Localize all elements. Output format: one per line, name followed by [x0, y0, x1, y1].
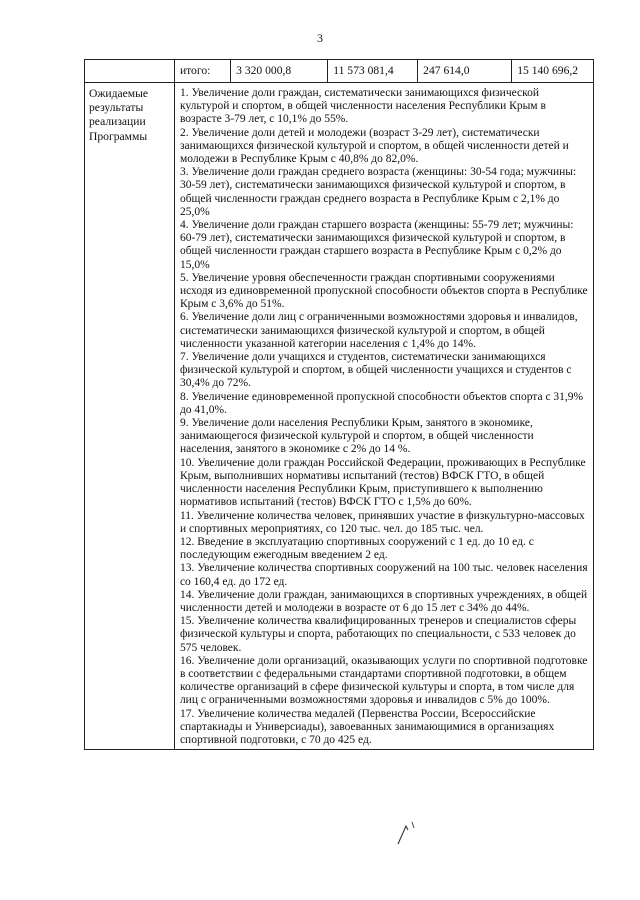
result-item: 2. Увеличение доли детей и молодежи (возраст 3-29 лет), систематически занимающихся физической культурой и спортом, в общей численности детей и молодежи в Республике Крым с 40,8% до 82,0%. — [179, 126, 569, 166]
totals-row — [85, 60, 594, 83]
totals-value-total: 15 140 696,2 — [512, 60, 594, 83]
result-item: 8. Увеличение единовременной пропускной способности объектов спорта с 31,9% до 41,0%. — [179, 390, 584, 416]
result-item: 7. Увеличение доли учащихся и студентов, систематически занимающихся физической культурой и спортом, в общей численности учащихся и студентов с 30,4% до 72%. — [179, 351, 572, 390]
result-item: 1. Увеличение доли граждан, систематически занимающихся физической культурой и спортом, в общей численности населения Республики Крым в возрасте 3-79 лет, с 10,1% до 55%. — [179, 87, 546, 126]
result-item: 10. Увеличение доли граждан Российской Федерации, проживающих в Республике Крым, выполнивших нормативы испытаний (тестов) ВФСК ГТО, в общей численности населения Республики Крым, приступившего к выполнению нормативов испытаний (тестов) ВФСК ГТО с 1,5% до 60%. — [179, 456, 586, 509]
program-table — [84, 59, 594, 750]
page-number: 3 — [317, 31, 323, 45]
result-item: 6. Увеличение доли лиц с ограниченными возможностями здоровья и инвалидов, систематически занимающихся физической культурой и спортом, в общей численности указанной категории населения с 1,4% до 14%. — [179, 311, 578, 350]
result-item: 16. Увеличение доли организаций, оказывающих услуги по спортивной подготовке в соответствии с федеральными стандартами спортивной подготовки, в общем количестве организаций в сфере физической культуры и спорта, в том числе для лиц с ограниченными возможностями здоровья и инвалидов с 5% до 100%. — [179, 654, 588, 707]
result-item: 15. Увеличение количества квалифицированных тренеров и специалистов сферы физической культуры и спорта, работающих по специальности, с 533 человек до 575 человек. — [179, 615, 577, 654]
results-label: Ожидаемые результаты реализации Программы — [85, 83, 175, 750]
result-item: 5. Увеличение уровня обеспеченности граждан спортивными сооружениями исходя из единовременной пропускной способности объектов спорта в Республике Крым с 3,6% до 51%. — [179, 271, 588, 311]
result-item: 3. Увеличение доли граждан среднего возраста (женщины: 30-54 года; мужчины: 30-59 лет), систематически занимающихся физической культурой и спортом, в общей численности граждан среднего возраста в Республике Крым с 2,1% до 25,0% — [179, 166, 577, 218]
result-item: 13. Увеличение количества спортивных сооружений на 100 тыс. человек населения со 160,4 ед. до 172 ед. — [179, 562, 588, 588]
pen-mark-icon — [396, 820, 420, 846]
totals-value: 11 573 081,4 — [328, 60, 418, 83]
result-item: 11. Увеличение количества человек, принявших участие в физкультурно-массовых и спортивных мероприятиях, со 120 тыс. чел. до 185 тыс. чел. — [179, 509, 585, 535]
totals-label: итого: — [174, 60, 230, 83]
results-list — [174, 83, 593, 750]
totals-value: 247 614,0 — [418, 60, 512, 83]
result-item: 12. Введение в эксплуатацию спортивных сооружений с 1 ед. до 10 ед. с последующим ежегодным введением 2 ед. — [179, 535, 534, 562]
totals-empty-cell — [85, 60, 175, 83]
result-item: 9. Увеличение доли населения Республики Крым, занятого в экономике, занимающегося физической культурой и спортом, в общей численности населения, занятого в экономике с 2% до 14 %. — [179, 417, 534, 456]
result-item: 4. Увеличение доли граждан старшего возраста (женщины: 55-79 лет; мужчины: 60-79 лет), систематически занимающихся физической культурой и спортом, в общей численности граждан старшего возраста в Республике Крым с 0,2% до 15,0% — [179, 219, 574, 271]
totals-value: 3 320 000,8 — [231, 60, 328, 83]
results-row — [85, 83, 594, 750]
result-item: 17. Увеличение количества медалей (Первенства России, Всероссийские спартакиады и Универсиады), завоеванных занимающимися в организациях спортивной подготовки, с 70 до 425 ед. — [179, 707, 555, 746]
result-item: 14. Увеличение доли граждан, занимающихся в спортивных учреждениях, в общей численности детей и молодежи в возрасте от 6 до 15 лет с 34% до 44%. — [179, 588, 588, 614]
